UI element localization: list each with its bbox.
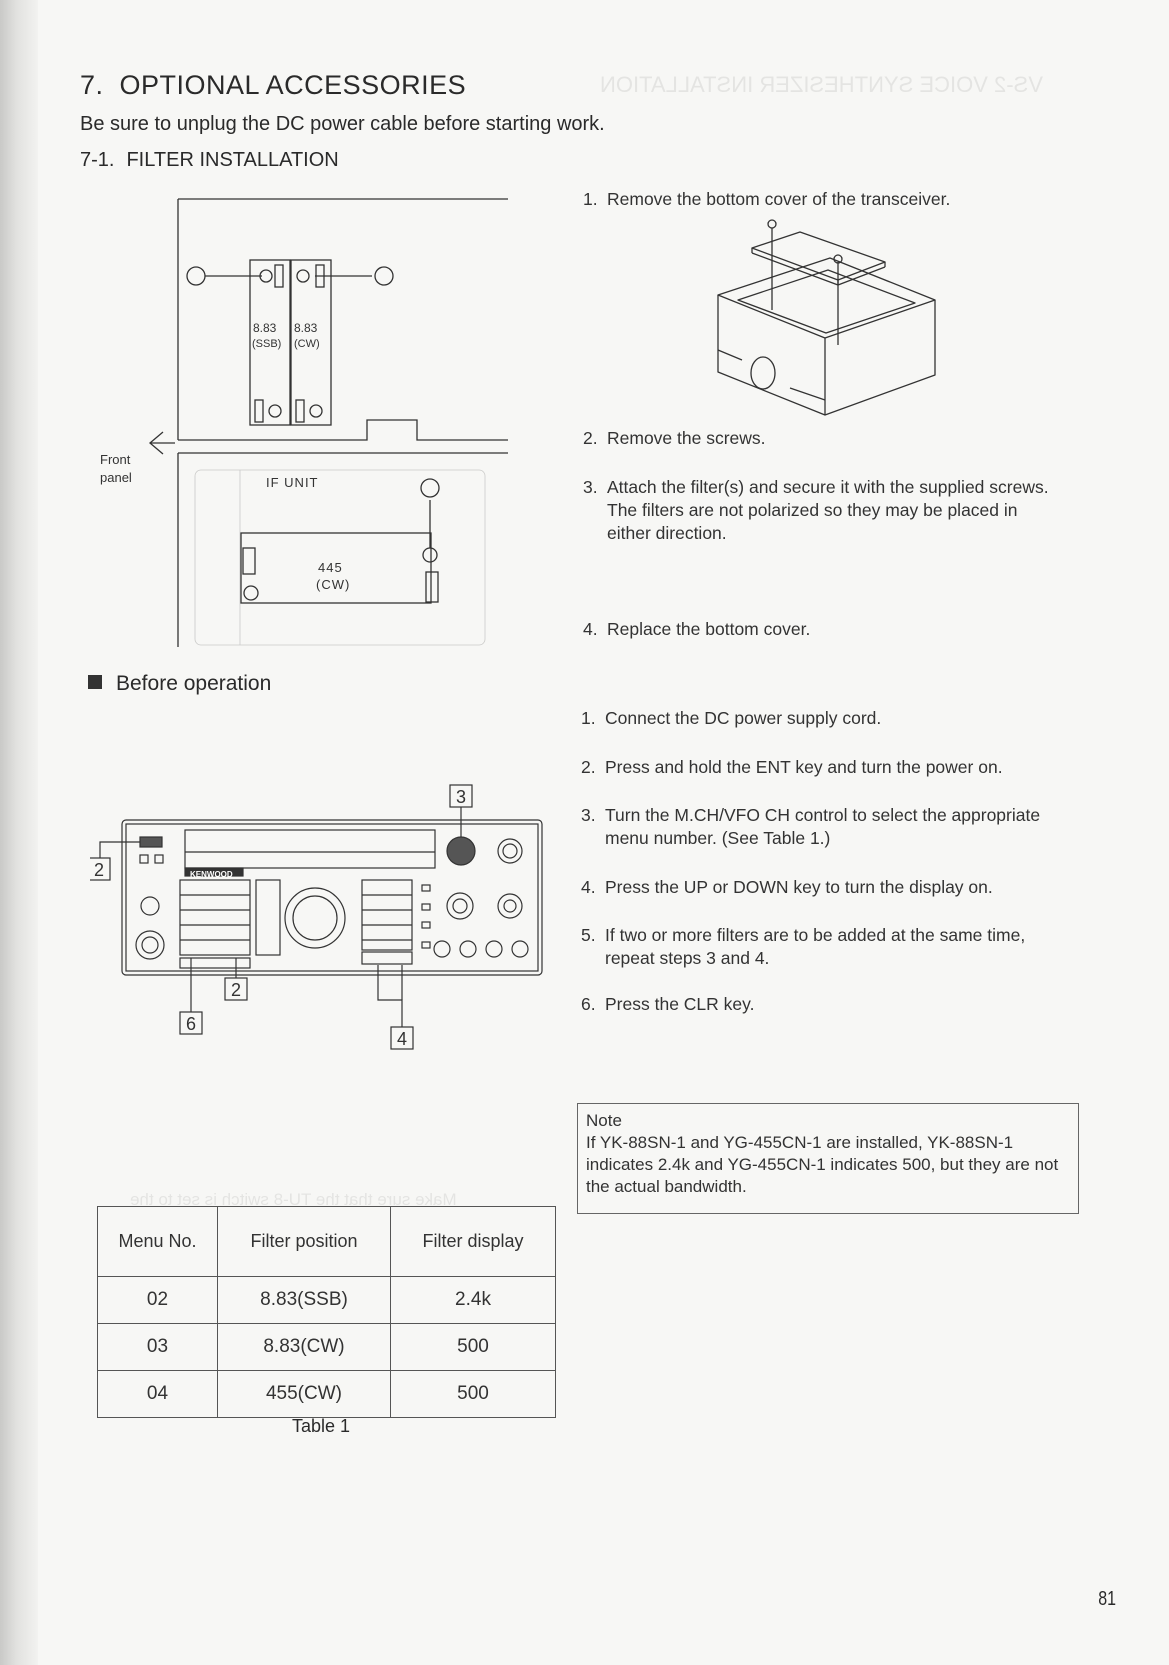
table-caption: Table 1 (292, 1416, 351, 1436)
before-operation-steps: 1. Connect the DC power supply cord. 2. Press and hold the ENT key and turn the power on. 3. Turn the M.CH/VFO CH control to select the appropriate menu number. (See Table 1.) 4. Press the UP or DOWN key to turn the display on. 5. If two or more filters are to be added at the same time, repeat steps 3 and 4. 6. Press the CLR key. (581, 708, 1041, 1014)
table-cell: 04 (98, 1371, 218, 1418)
section-title: 7. OPTIONAL ACCESSORIES (80, 70, 467, 100)
table-cell: 455(CW) (218, 1371, 391, 1418)
column-header: Filter display (391, 1207, 556, 1277)
filter-ssb-freq: 8.83 (253, 321, 277, 335)
note-box (577, 1103, 1079, 1214)
column-header: Filter position (218, 1207, 391, 1277)
table-cell: 8.83(SSB) (218, 1277, 391, 1324)
page-number: 81 (1098, 1588, 1117, 1610)
table-cell: 2.4k (391, 1277, 556, 1324)
callout-6: 6 (186, 1014, 197, 1034)
brand-logo: KENWOOD (190, 870, 233, 879)
table-cell: 500 (391, 1324, 556, 1371)
callout-2-left: 2 (94, 860, 105, 880)
table-cell: 500 (391, 1371, 556, 1418)
front-panel-illustration (90, 780, 550, 1055)
panel-label: panel (100, 470, 132, 485)
table-row (98, 1371, 556, 1418)
bleed-through: Make sure that the TU-8 switch is set to the (130, 1190, 457, 1209)
table-cell: 03 (98, 1324, 218, 1371)
column-header: Menu No. (98, 1207, 218, 1277)
table-row (98, 1324, 556, 1371)
before-operation-heading: Before operation (88, 672, 271, 696)
bullet-square (88, 675, 102, 689)
table-cell: 02 (98, 1277, 218, 1324)
bleed-through: VS-2 VOICE SYNTHESIZER INSTALLATION (600, 72, 1043, 97)
installation-steps: 1. Remove the bottom cover of the transceiver. 2. Remove the screws. 3. Attach the filter(s) and secure it with the supplied screws. The filters are not polarized so they may be placed in either direction. 4. Replace the bottom cover. (583, 189, 1049, 639)
table-cell: 8.83(CW) (218, 1324, 391, 1371)
filter-cw-mode: (CW) (294, 338, 320, 350)
note-text: If YK-88SN-1 and YG-455CN-1 are installed, YK-88SN-1 indicates 2.4k and YG-455CN-1 indicates 500, but they are not the actual bandwidth. (586, 1133, 1059, 1196)
filter-placement-diagram (90, 190, 510, 655)
binding-shadow (0, 0, 38, 1665)
table-header-row (98, 1207, 556, 1277)
menu-table (97, 1206, 556, 1418)
table-row (98, 1277, 556, 1324)
note-title: Note (586, 1111, 622, 1130)
filter-cw-freq: 8.83 (294, 321, 318, 335)
callout-3: 3 (456, 787, 467, 807)
front-label: Front (100, 452, 131, 467)
if-unit-label: IF UNIT (266, 475, 319, 490)
subsection-title: 7-1. FILTER INSTALLATION (80, 149, 339, 171)
filter-ssb-mode: (SSB) (252, 338, 282, 350)
filter-445-mode: (CW) (316, 577, 351, 592)
warning-text: Be sure to unplug the DC power cable before starting work. (80, 113, 605, 135)
filter-445-freq: 445 (318, 560, 343, 575)
callout-4: 4 (397, 1029, 408, 1049)
callout-2-bottom: 2 (231, 980, 242, 1000)
